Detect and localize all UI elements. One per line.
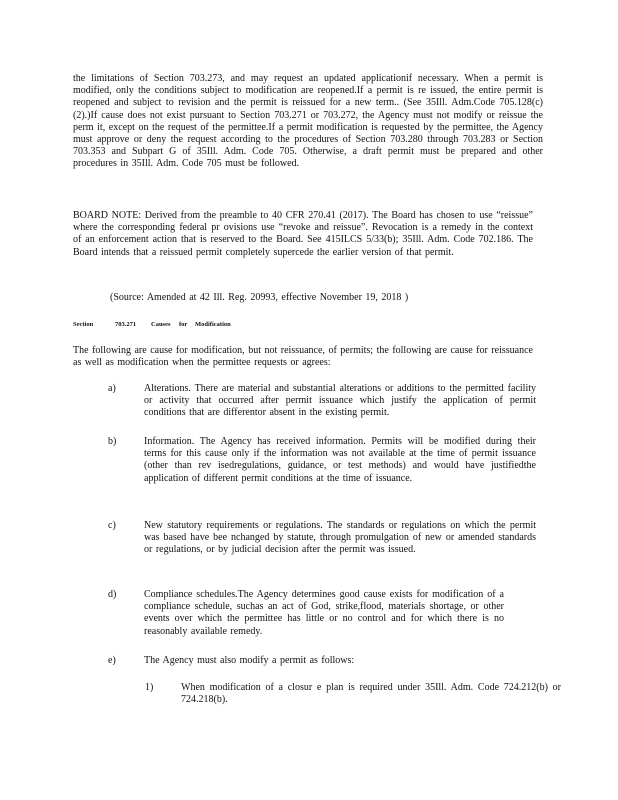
section-heading xyxy=(73,321,231,328)
lead-paragraph: The following are cause for modification, but not reissuance, of permits; the following are cause for reissuance as well as modification when the permittee requests or agrees: xyxy=(73,345,533,369)
intro-paragraph: the limitations of Section 703.273, and may request an updated applicationif necessary. When a permit is modified, only the conditions subject to modification are reopened.If a permit is re issued, the entire permit is reopened and subject to revision and the permit is reissued for a new term.. (See 35Ill. Adm.Code 705.128(c)(2).)If cause does not exist pursuant to Section 703.271 or 703.272, the Agency must not modify or reissue the perm it, except on the request of the permittee.If a permit modification is requested by the permittee, the Agency must approve or deny the request according to the procedures of Section 703.280 through 703.283 or Section 703.353 and Subpart G of 35Ill. Adm. Code 705. Otherwise, a draft permit must be prepared and other procedures in 35Ill. Adm. Code 705 must be followed. xyxy=(73,73,543,170)
section-title-word-1: Causes xyxy=(151,321,171,328)
item-text: Information. The Agency has received information. Permits will be modified during their terms for this cause only if the information was not available at the time of permit issuance (other than rev isedregulations, guidance, or test methods) and would have justifiedthe application of different permit conditions at the time of issuance. xyxy=(144,436,536,484)
item-label: c) xyxy=(108,520,116,531)
item-label: a) xyxy=(108,383,116,394)
item-text: Alterations. There are material and substantial alterations or additions to the permitted facility or activity that occurred after permit issuance which justify the application of permit conditions that are differentor absent in the existing permit. xyxy=(144,383,536,419)
subitem-text: When modification of a closur e plan is required under 35Ill. Adm. Code 724.212(b) or 724.218(b). xyxy=(181,682,561,706)
item-label: e) xyxy=(108,655,116,666)
item-text: Compliance schedules.The Agency determines good cause exists for modification of a compliance schedule, suchas an act of God, strike,flood, materials shortage, or other events over which the permittee has little or no control and for which there is no reasonably available remedy. xyxy=(144,589,504,637)
item-label: b) xyxy=(108,436,117,447)
section-title-word-2: for xyxy=(179,321,188,328)
section-number: 703.271 xyxy=(115,321,137,328)
item-label: d) xyxy=(108,589,117,600)
item-text: The Agency must also modify a permit as follows: xyxy=(144,655,355,666)
section-word: Section xyxy=(73,321,94,328)
source-citation: (Source: Amended at 42 Ill. Reg. 20993, effective November 19, 2018 ) xyxy=(110,292,409,303)
item-text: New statutory requirements or regulations. The standards or regulations on which the permit was based have bee nchanged by statute, through promulgation of new or amended standards or regulations, or by judicial decision after the permit was issued. xyxy=(144,520,536,556)
board-note: BOARD NOTE: Derived from the preamble to 40 CFR 270.41 (2017). The Board has chosen to use “reissue” where the corresponding federal pr ovisions use “revoke and reissue”. Revocation is a remedy in the context of an enforcement action that is reserved to the Board. See 415ILCS 5/33(b); 35Ill. Adm. Code 702.186. The Board intends that a reissued permit completely supercede the earlier version of that permit. xyxy=(73,210,533,258)
section-title-word-3: Modification xyxy=(195,321,231,328)
subitem-label: 1) xyxy=(145,682,154,693)
